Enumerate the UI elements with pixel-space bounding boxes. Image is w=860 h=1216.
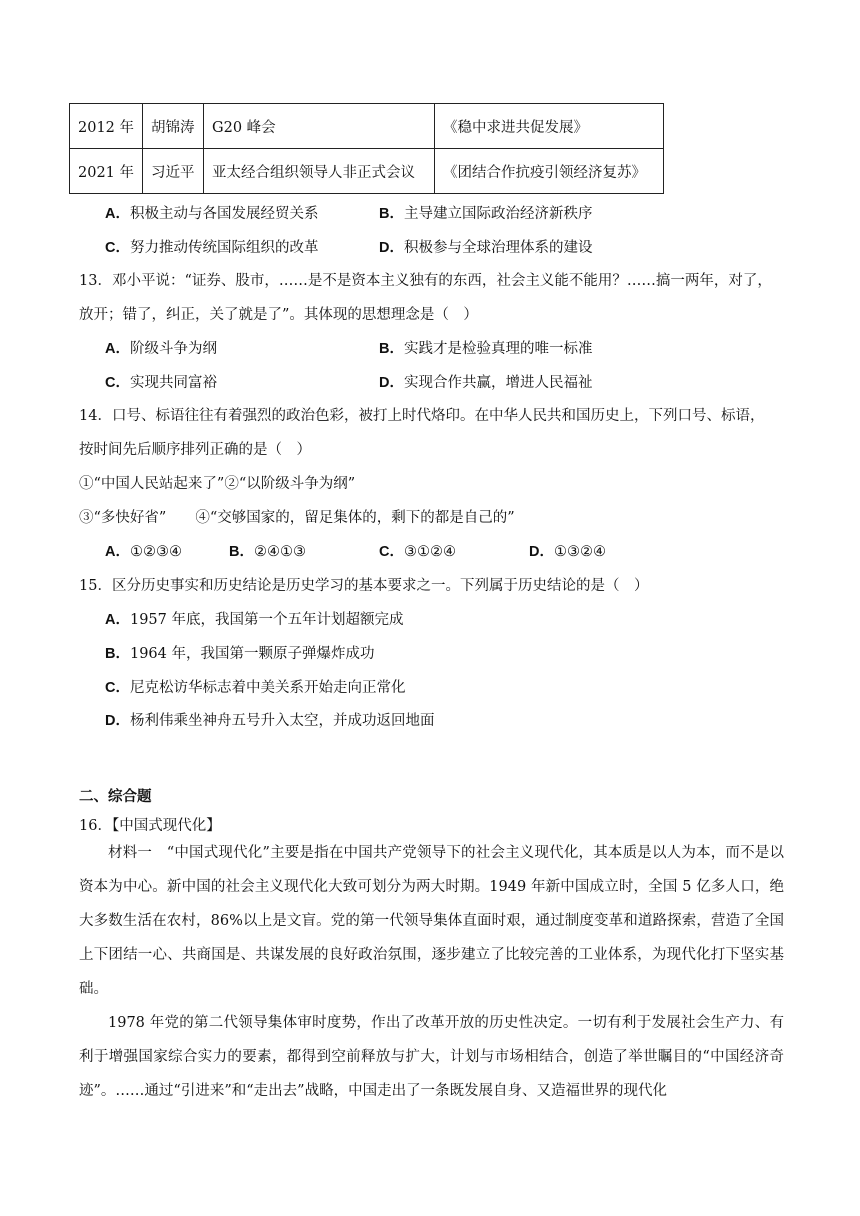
- table-cell-speech: 《团结合作抗疫引领经济复苏》: [435, 149, 664, 194]
- material-paragraph-1: 材料一 “中国式现代化”主要是指在中国共产党领导下的社会主义现代化，其本质是以人为本，而不是以资本为中心。新中国的社会主义现代化大致可划分为两大时期。1949 年新中国成立时，全国 5 亿多人口，绝大多数生活在农村，86%以上是文盲。党的第一代领导集体直面时艰，通过制度变革和道路探索，营造了全国上下团结一心、共商国是、共谋发展的良好政治氛围，逐步建立了比较完善的工业体系，为现代化打下坚实基础。: [79, 845, 784, 997]
- q13-stem-line2: 放开；错了，纠正，关了就是了”。其体现的思想理念是（ ）: [79, 307, 478, 323]
- q13-option-d[interactable]: D．实现合作共赢，增进人民福祉: [379, 375, 593, 391]
- q14-items-line1: ①“中国人民站起来了”②“以阶级斗争为纲”: [79, 476, 356, 492]
- q14-option-d[interactable]: D．①③②④: [529, 544, 606, 560]
- q14-stem-line2: 按时间先后顺序排列正确的是（ ）: [79, 442, 311, 458]
- summit-table: [69, 103, 664, 194]
- q13-option-b[interactable]: B．实践才是检验真理的唯一标准: [379, 341, 593, 357]
- table-cell-leader: 习近平: [143, 149, 204, 194]
- q12-option-c[interactable]: C．努力推动传统国际组织的改革: [105, 240, 319, 256]
- q14-option-b[interactable]: B．②④①③: [229, 544, 306, 560]
- q14-stem-line1: 14．口号、标语往往有着强烈的政治色彩，被打上时代烙印。在中华人民共和国历史上，下列口号、标语，: [79, 408, 765, 424]
- table-cell-event: G20 峰会: [204, 104, 435, 149]
- table-row: [70, 149, 664, 194]
- table-cell-year: 2012 年: [70, 104, 143, 149]
- q13-option-a[interactable]: A．阶级斗争为纲: [105, 341, 217, 357]
- table-row: [70, 104, 664, 149]
- section-heading: 二、综合题: [79, 789, 152, 805]
- q16-title: 16．【中国式现代化】: [79, 818, 221, 834]
- table-cell-speech: 《稳中求进共促发展》: [435, 104, 664, 149]
- table-cell-leader: 胡锦涛: [143, 104, 204, 149]
- table-cell-event: 亚太经合组织领导人非正式会议: [204, 149, 435, 194]
- material-paragraph-2: 1978 年党的第二代领导集体审时度势，作出了改革开放的历史性决定。一切有利于发展社会生产力、有利于增强国家综合实力的要素，都得到空前释放与扩大，计划与市场相结合，创造了举世瞩目的“中国经济奇迹”。……通过“引进来”和“走出去”战略，中国走出了一条既发展自身、又造福世界的现代化: [79, 1015, 784, 1099]
- q15-option-b[interactable]: B．1964 年，我国第一颗原子弹爆炸成功: [105, 646, 375, 662]
- table-cell-year: 2021 年: [70, 149, 143, 194]
- q12-option-b[interactable]: B．主导建立国际政治经济新秩序: [379, 206, 593, 222]
- q12-option-d[interactable]: D．积极参与全球治理体系的建设: [379, 240, 593, 256]
- q13-stem-line1: 13．邓小平说：“证券、股市，……是不是资本主义独有的东西，社会主义能不能用？……搞一两年，对了，: [79, 273, 772, 289]
- q13-option-c[interactable]: C．实现共同富裕: [105, 375, 217, 391]
- q15-option-a[interactable]: A．1957 年底，我国第一个五年计划超额完成: [105, 612, 404, 628]
- q12-option-a[interactable]: A．积极主动与各国发展经贸关系: [105, 206, 319, 222]
- q14-items-line2: ③“多快好省” ④“交够国家的，留足集体的，剩下的都是自己的”: [79, 510, 515, 526]
- q14-option-a[interactable]: A．①②③④: [105, 544, 182, 560]
- q14-option-c[interactable]: C．③①②④: [379, 544, 456, 560]
- q15-stem: 15．区分历史事实和历史结论是历史学习的基本要求之一。下列属于历史结论的是（ ）: [79, 578, 649, 594]
- q15-option-c[interactable]: C．尼克松访华标志着中美关系开始走向正常化: [105, 680, 406, 696]
- q15-option-d[interactable]: D．杨利伟乘坐神舟五号升入太空，并成功返回地面: [105, 713, 435, 729]
